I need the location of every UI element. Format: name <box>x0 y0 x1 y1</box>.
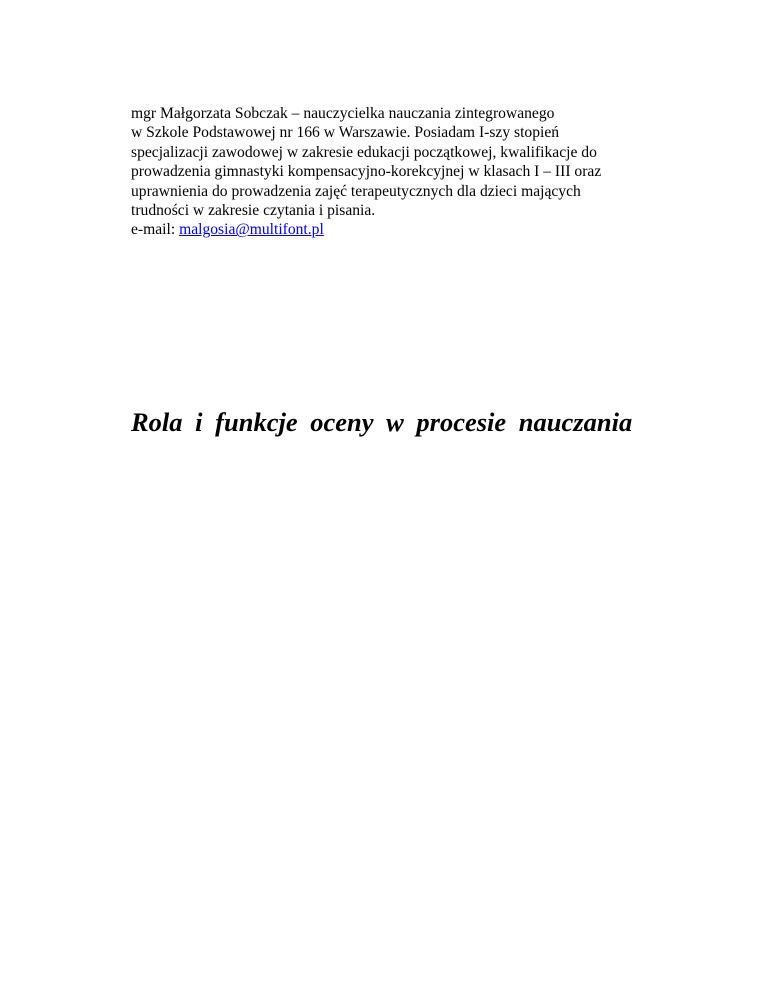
document-title: Rola i funkcje oceny w procesie nauczania <box>131 407 633 437</box>
author-bio <box>131 104 731 240</box>
author-bio-line: w Szkole Podstawowej nr 166 w Warszawie. Posiadam I-szy stopień <box>131 124 560 142</box>
author-bio-line: specjalizacji zawodowej w zakresie edukacji początkowej, kwalifikacje do <box>131 143 597 161</box>
email-link[interactable]: malgosia@multifont.pl <box>179 221 324 239</box>
author-bio-line: prowadzenia gimnastyki kompensacyjno-korekcyjnej w klasach I – III oraz <box>131 163 602 181</box>
author-bio-line: uprawnienia do prowadzenia zajęć terapeutycznych dla dzieci mających <box>131 182 581 200</box>
email-label: e-mail: <box>131 221 180 239</box>
author-bio-line: trudności w zakresie czytania i pisania. <box>131 202 376 220</box>
author-bio-line: mgr Małgorzata Sobczak – nauczycielka nauczania zintegrowanego <box>131 105 555 122</box>
email-line <box>131 220 731 239</box>
